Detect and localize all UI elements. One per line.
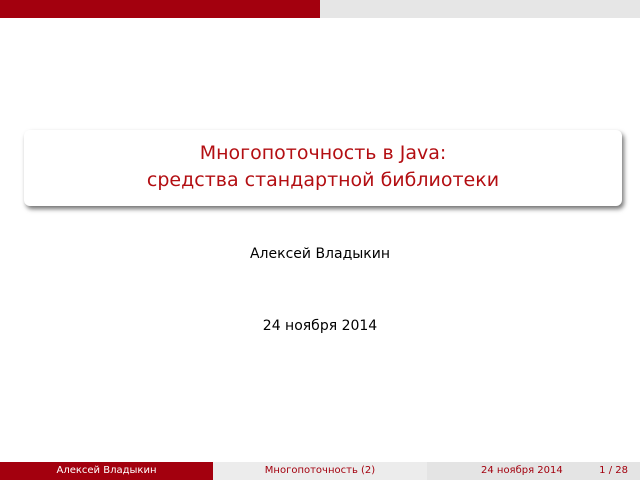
footer-date-section [427,462,640,480]
footer-date: 24 ноября 2014 [481,465,563,476]
author-name: Алексей Владыкин [249,246,391,262]
footer [0,462,640,480]
footer-page-number: 1 / 28 [599,465,628,476]
slide-title-line-2: средства стандартной библиотеки [146,169,500,191]
footer-short-title: Многопоточность (2) [213,462,427,480]
presentation-date: 24 ноября 2014 [262,318,378,334]
title-block [24,130,622,206]
top-progress-fill [0,0,320,18]
top-progress-bar [0,0,640,18]
slide-title-line-1: Многопоточность в Java: [199,142,447,164]
footer-author: Алексей Владыкин [0,462,213,480]
